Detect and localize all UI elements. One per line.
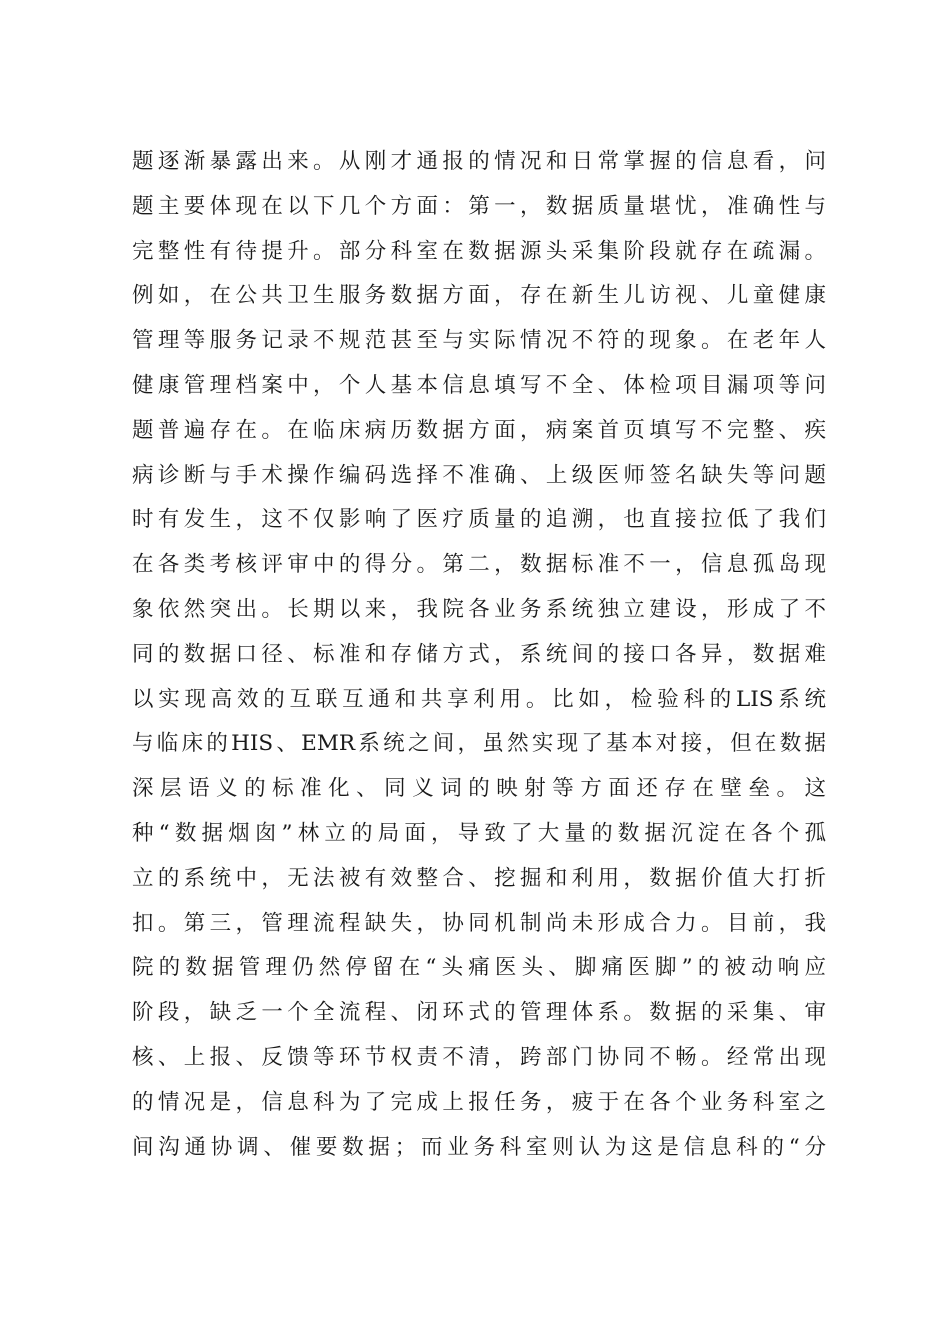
text-line: 健康管理档案中，个人基本信息填写不全、体检项目漏项等问 (132, 372, 826, 398)
text-line: 的情况是，信息科为了完成上报任务，疲于在各个业务科室之 (132, 1089, 826, 1115)
text-line: 以实现高效的互联互通和共享利用。比如，检验科的LIS系统 (132, 686, 826, 712)
text-line: 间沟通协调、催要数据；而业务科室则认为这是信息科的“分 (132, 1134, 826, 1160)
text-line: 题逐渐暴露出来。从刚才通报的情况和日常掌握的信息看，问 (132, 149, 826, 174)
text-line: 同的数据口径、标准和存储方式，系统间的接口各异，数据难 (132, 641, 826, 667)
text-line: 深层语义的标准化、同义词的映射等方面还存在壁垒。这 (132, 776, 826, 802)
text-line: 在各类考核评审中的得分。第二，数据标准不一，信息孤岛现 (132, 552, 826, 578)
text-line: 阶段，缺乏一个全流程、闭环式的管理体系。数据的采集、审 (132, 1000, 826, 1026)
text-line: 病诊断与手术操作编码选择不准确、上级医师签名缺失等问题 (132, 462, 826, 488)
text-line: 扣。第三，管理流程缺失，协同机制尚未形成合力。目前，我 (132, 910, 826, 936)
text-line: 完整性有待提升。部分科室在数据源头采集阶段就存在疏漏。 (132, 238, 826, 264)
text-line: 时有发生，这不仅影响了医疗质量的追溯，也直接拉低了我们 (132, 507, 826, 533)
text-line: 与临床的HIS、EMR系统之间，虽然实现了基本对接，但在数据 (132, 731, 826, 757)
text-line: 题普遍存在。在临床病历数据方面，病案首页填写不完整、疾 (132, 417, 826, 443)
text-line: 题主要体现在以下几个方面：第一，数据质量堪忧，准确性与 (132, 193, 826, 219)
text-line: 立的系统中，无法被有效整合、挖掘和利用，数据价值大打折 (132, 865, 826, 891)
text-line: 管理等服务记录不规范甚至与实际情况不符的现象。在老年人 (132, 328, 826, 354)
text-line: 例如，在公共卫生服务数据方面，存在新生儿访视、儿童健康 (132, 283, 826, 309)
body-text (132, 140, 826, 1170)
text-line: 核、上报、反馈等环节权责不清，跨部门协同不畅。经常出现 (132, 1044, 826, 1070)
text-line: 种“数据烟囱”林立的局面，导致了大量的数据沉淀在各个孤 (132, 820, 826, 846)
text-line: 院的数据管理仍然停留在“头痛医头、脚痛医脚”的被动响应 (132, 955, 826, 981)
text-line: 象依然突出。长期以来，我院各业务系统独立建设，形成了不 (132, 596, 826, 622)
